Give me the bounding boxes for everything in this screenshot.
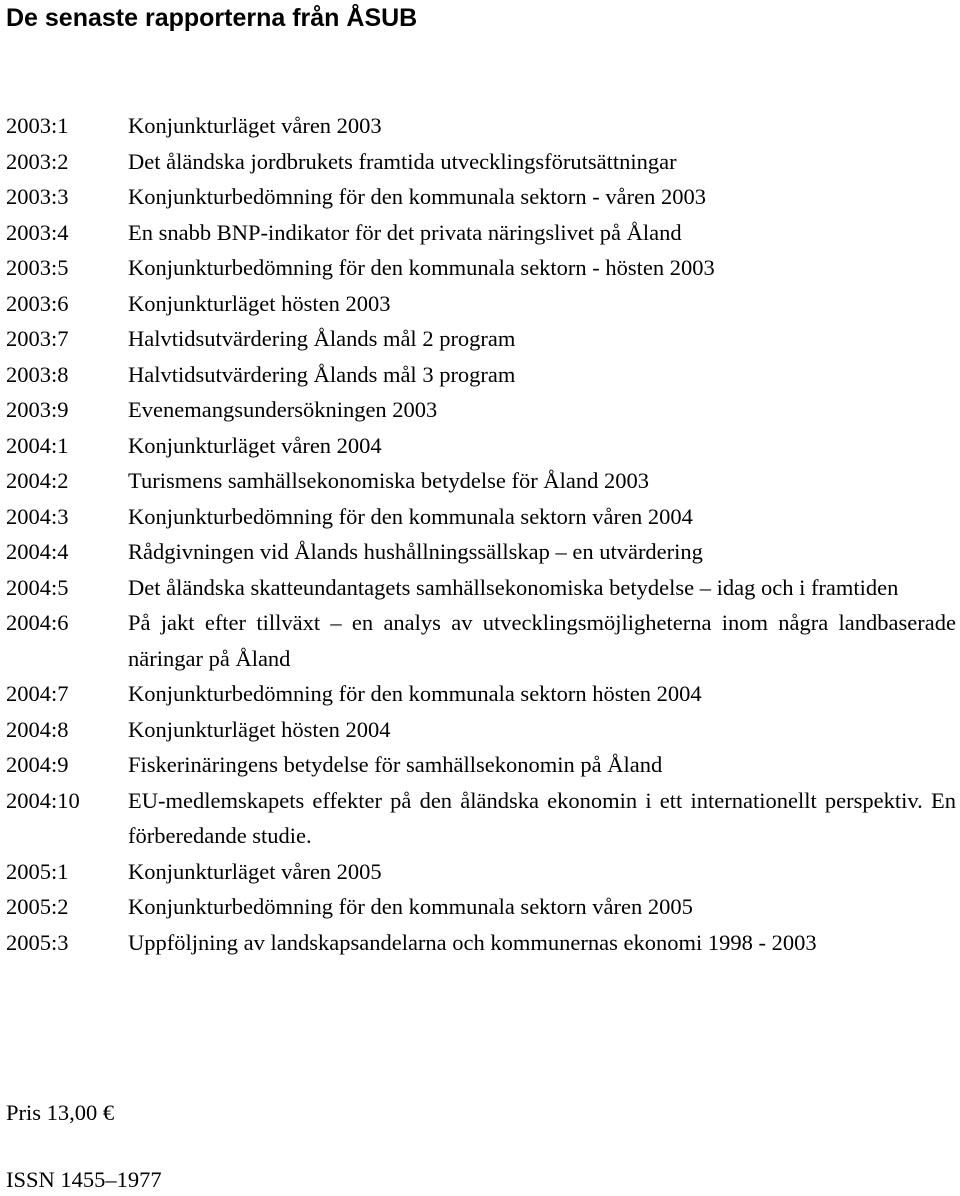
- list-item: [6, 605, 956, 676]
- report-number: 2003:2: [6, 148, 69, 174]
- report-number: 2004:3: [6, 503, 69, 529]
- report-number: 2003:3: [6, 184, 69, 209]
- report-number: 2003:6: [6, 290, 69, 316]
- report-number: 2003:8: [6, 361, 69, 387]
- list-item: [6, 925, 956, 961]
- report-title: Turismens samhällsekonomiska betydelse för Åland 2003: [128, 468, 649, 493]
- list-item: [6, 392, 956, 428]
- page-title: De senaste rapporterna från ÅSUB: [6, 4, 418, 32]
- list-item: [6, 215, 956, 251]
- list-item: [6, 144, 956, 180]
- report-number: 2004:10: [6, 787, 80, 813]
- list-item: [6, 108, 956, 144]
- report-number: 2003:7: [6, 326, 69, 351]
- issn-text: ISSN 1455–1977: [6, 1167, 162, 1192]
- report-title: Konjunkturbedömning för den kommunala sektorn hösten 2004: [128, 681, 702, 706]
- report-title: Konjunkturläget våren 2005: [128, 858, 382, 884]
- report-number: 2003:9: [6, 397, 69, 422]
- report-title: Evenemangsundersökningen 2003: [128, 397, 438, 422]
- report-number: 2004:6: [6, 610, 69, 635]
- list-item: [6, 712, 956, 748]
- report-number: 2004:9: [6, 752, 69, 777]
- report-title: Konjunkturbedömning för den kommunala sektorn - våren 2003: [128, 184, 707, 209]
- report-title: En snabb BNP-indikator för det privata näringslivet på Åland: [128, 219, 682, 245]
- report-title: Halvtidsutvärdering Ålands mål 2 program: [128, 326, 516, 351]
- list-item: [6, 179, 956, 215]
- report-title: Konjunkturläget hösten 2004: [128, 716, 391, 742]
- report-title: Det åländska jordbrukets framtida utvecklingsförutsättningar: [128, 148, 677, 174]
- report-title: Konjunkturläget hösten 2003: [128, 290, 391, 316]
- list-item: [6, 321, 956, 357]
- report-title: Konjunkturbedömning för den kommunala sektorn våren 2005: [128, 894, 693, 919]
- list-item: [6, 428, 956, 464]
- list-item: [6, 570, 956, 606]
- list-item: [6, 676, 956, 712]
- report-number: 2004:5: [6, 574, 69, 600]
- report-number: 2003:4: [6, 219, 69, 245]
- report-title: Halvtidsutvärdering Ålands mål 3 program: [128, 361, 516, 387]
- report-number: 2004:2: [6, 468, 69, 493]
- report-title: EU-medlemskapets effekter på den åländska ekonomin i ett internationellt perspektiv. En förberedande studie.: [128, 787, 956, 848]
- report-title: Fiskerinäringens betydelse för samhällsekonomin på Åland: [128, 752, 663, 777]
- list-item: [6, 357, 956, 393]
- report-number: 2005:2: [6, 894, 69, 919]
- report-list: [6, 108, 956, 960]
- price-text: Pris 13,00 €: [6, 1100, 115, 1125]
- report-title: Rådgivningen vid Ålands hushållningssällskap – en utvärdering: [128, 539, 703, 564]
- list-item: [6, 854, 956, 890]
- report-number: 2004:7: [6, 681, 69, 706]
- list-item: [6, 783, 956, 854]
- report-title: Konjunkturläget våren 2003: [128, 113, 382, 138]
- report-title: Det åländska skatteundantagets samhällsekonomiska betydelse – idag och i framtiden: [128, 574, 899, 600]
- list-item: [6, 889, 956, 925]
- list-item: [6, 463, 956, 499]
- report-number: 2005:1: [6, 858, 69, 884]
- list-item: [6, 286, 956, 322]
- report-number: 2003:1: [6, 113, 69, 138]
- report-title: Konjunkturbedömning för den kommunala sektorn - hösten 2003: [128, 255, 715, 280]
- report-title: På jakt efter tillväxt – en analys av utvecklingsmöjligheterna inom några landbaserade näringar på Åland: [128, 610, 956, 671]
- list-item: [6, 250, 956, 286]
- list-item: [6, 534, 956, 570]
- report-number: 2004:1: [6, 432, 69, 458]
- report-number: 2003:5: [6, 255, 69, 280]
- report-number: 2005:3: [6, 929, 69, 955]
- report-title: Konjunkturbedömning för den kommunala sektorn våren 2004: [128, 503, 693, 529]
- report-title: Konjunkturläget våren 2004: [128, 432, 382, 458]
- report-number: 2004:4: [6, 539, 69, 564]
- report-number: 2004:8: [6, 716, 69, 742]
- list-item: [6, 499, 956, 535]
- list-item: [6, 747, 956, 783]
- report-title: Uppföljning av landskapsandelarna och kommunernas ekonomi 1998 - 2003: [128, 929, 817, 955]
